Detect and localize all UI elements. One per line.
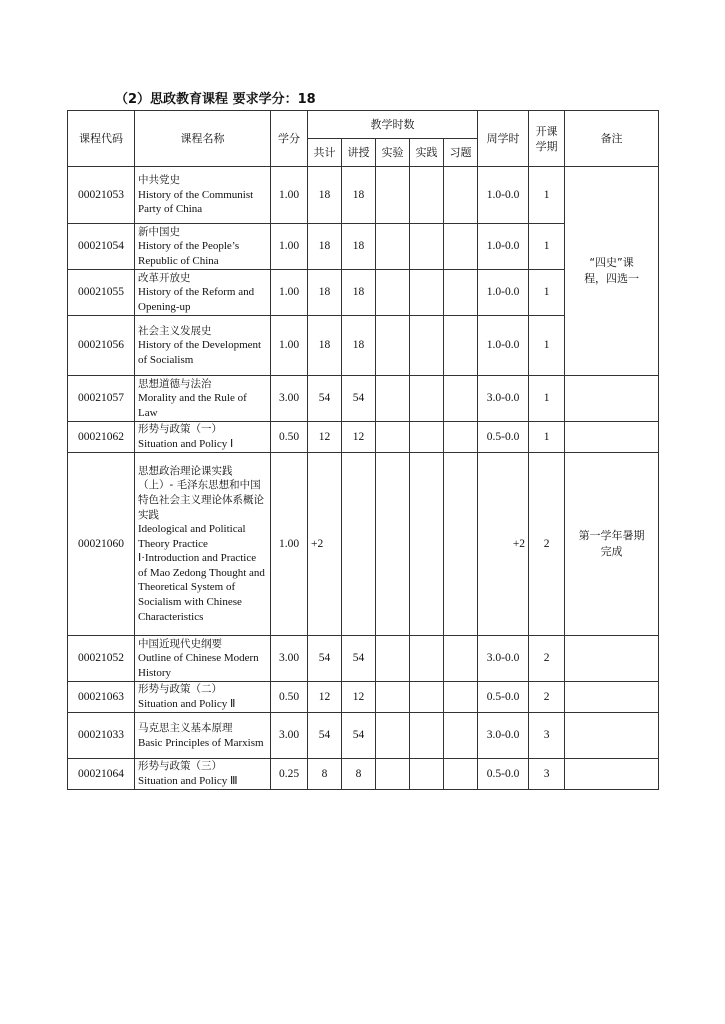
- course-code: 00021056: [68, 316, 135, 376]
- course-name-en: History of the Reform and Opening-up: [138, 286, 255, 313]
- table-row: [68, 682, 659, 713]
- course-code: 00021055: [68, 270, 135, 316]
- course-credit: 1.00: [271, 453, 308, 636]
- course-code: 00021052: [68, 636, 135, 682]
- table-row: [68, 422, 659, 453]
- course-name: [135, 682, 271, 713]
- course-name-en: History of the Communist Party of China: [138, 188, 254, 216]
- course-lecture: 18: [342, 316, 376, 376]
- course-code: 00021064: [68, 759, 135, 790]
- course-lab: [376, 759, 410, 790]
- header-semester: 开课学期: [529, 111, 565, 167]
- course-name-en: Basic Principles of Marxism: [138, 736, 264, 749]
- course-total: 12: [308, 682, 342, 713]
- table-header: [68, 111, 659, 167]
- course-lab: [376, 376, 410, 422]
- course-table: [67, 110, 659, 790]
- course-name-en: History of the Development of Socialism: [138, 339, 262, 366]
- table-row: [68, 453, 659, 636]
- course-semester: 3: [529, 713, 565, 759]
- course-exercise: [444, 270, 478, 316]
- course-name-zh: 马克思主义基本原理: [138, 721, 233, 734]
- course-weekly: 1.0-0.0: [478, 167, 529, 224]
- course-lecture: 18: [342, 270, 376, 316]
- header-hours-group: 教学时数: [308, 111, 478, 139]
- table-body: [68, 167, 659, 790]
- remark: [565, 682, 659, 713]
- header-exercise: 习题: [444, 139, 478, 167]
- course-lecture: 12: [342, 422, 376, 453]
- table-row: [68, 759, 659, 790]
- course-name-zh: 形势与政策（一）: [138, 423, 222, 436]
- course-credit: 1.00: [271, 224, 308, 270]
- course-lab: [376, 270, 410, 316]
- course-practice: [410, 759, 444, 790]
- course-name: [135, 453, 271, 636]
- course-credit: 3.00: [271, 636, 308, 682]
- course-code: 00021060: [68, 453, 135, 636]
- course-semester: 1: [529, 422, 565, 453]
- course-semester: 1: [529, 316, 565, 376]
- course-practice: [410, 376, 444, 422]
- course-lecture: 8: [342, 759, 376, 790]
- course-lab: [376, 167, 410, 224]
- course-exercise: [444, 422, 478, 453]
- course-semester: 3: [529, 759, 565, 790]
- course-name: [135, 270, 271, 316]
- course-exercise: [444, 376, 478, 422]
- course-name-zh: 社会主义发展史: [138, 324, 212, 337]
- course-name: [135, 224, 271, 270]
- course-exercise: [444, 636, 478, 682]
- course-practice: [410, 636, 444, 682]
- course-name: [135, 167, 271, 224]
- course-lecture: 18: [342, 167, 376, 224]
- remark-four-history: “四史”课程，四选一: [565, 167, 659, 376]
- course-name-en: Ideological and Political Theory Practice Ⅰ·Introduction and Practice of Mao Zedong Thought and Theoretical System of Socialism with Chinese Characteristics: [138, 523, 265, 623]
- course-weekly: 0.5-0.0: [478, 759, 529, 790]
- course-credit: 1.00: [271, 316, 308, 376]
- course-code: 00021062: [68, 422, 135, 453]
- header-code: 课程代码: [68, 111, 135, 167]
- course-code: 00021054: [68, 224, 135, 270]
- header-practice: 实践: [410, 139, 444, 167]
- course-semester: 2: [529, 682, 565, 713]
- header-lecture: 讲授: [342, 139, 376, 167]
- course-credit: 0.25: [271, 759, 308, 790]
- header-total: 共计: [308, 139, 342, 167]
- course-code: 00021033: [68, 713, 135, 759]
- course-practice: [410, 270, 444, 316]
- table-row: [68, 636, 659, 682]
- course-total: 18: [308, 270, 342, 316]
- course-lab: [376, 316, 410, 376]
- header-remark: 备注: [565, 111, 659, 167]
- header-name: 课程名称: [135, 111, 271, 167]
- course-practice: [410, 167, 444, 224]
- course-total: 12: [308, 422, 342, 453]
- course-name-zh: 中共党史: [138, 174, 180, 187]
- course-total: 18: [308, 167, 342, 224]
- course-exercise: [444, 167, 478, 224]
- course-name-zh: 形势与政策（三）: [138, 760, 222, 773]
- course-credit: 3.00: [271, 713, 308, 759]
- course-practice: [410, 453, 444, 636]
- course-lecture: 54: [342, 713, 376, 759]
- course-total: +2: [308, 453, 342, 636]
- course-practice: [410, 713, 444, 759]
- course-name-en: History of the People’s Republic of China: [138, 240, 240, 267]
- course-lab: [376, 422, 410, 453]
- course-practice: [410, 224, 444, 270]
- course-semester: 1: [529, 270, 565, 316]
- course-weekly: 3.0-0.0: [478, 636, 529, 682]
- course-total: 54: [308, 376, 342, 422]
- course-weekly: 3.0-0.0: [478, 713, 529, 759]
- course-code: 00021053: [68, 167, 135, 224]
- course-name: [135, 376, 271, 422]
- remark: [565, 713, 659, 759]
- course-credit: 1.00: [271, 167, 308, 224]
- course-practice: [410, 682, 444, 713]
- course-semester: 2: [529, 453, 565, 636]
- course-lab: [376, 224, 410, 270]
- course-code: 00021057: [68, 376, 135, 422]
- course-credit: 0.50: [271, 422, 308, 453]
- course-weekly: 1.0-0.0: [478, 270, 529, 316]
- table-row: [68, 167, 659, 224]
- course-total: 54: [308, 636, 342, 682]
- remark: [565, 759, 659, 790]
- table-row: [68, 376, 659, 422]
- course-exercise: [444, 713, 478, 759]
- course-semester: 2: [529, 636, 565, 682]
- header-lab: 实验: [376, 139, 410, 167]
- course-name-zh: 新中国史: [138, 225, 180, 238]
- course-exercise: [444, 453, 478, 636]
- course-lab: [376, 453, 410, 636]
- remark: 第一学年暑期完成: [565, 453, 659, 636]
- course-exercise: [444, 682, 478, 713]
- course-practice: [410, 316, 444, 376]
- course-lab: [376, 682, 410, 713]
- course-semester: 1: [529, 167, 565, 224]
- table-row: [68, 713, 659, 759]
- course-name: [135, 759, 271, 790]
- course-name: [135, 422, 271, 453]
- course-lab: [376, 713, 410, 759]
- course-name-zh: 思想道德与法治: [138, 377, 212, 390]
- remark: [565, 422, 659, 453]
- course-semester: 1: [529, 224, 565, 270]
- course-name-en: Outline of Chinese Modern History: [138, 652, 259, 679]
- course-lecture: 12: [342, 682, 376, 713]
- course-weekly: 3.0-0.0: [478, 376, 529, 422]
- course-weekly: 1.0-0.0: [478, 224, 529, 270]
- section-heading: （2）思政教育课程 要求学分：18: [115, 92, 316, 107]
- course-name-zh: 思想政治理论课实践（上）- 毛泽东思想和中国特色社会主义理论体系概论实践: [138, 464, 264, 521]
- course-name-en: Morality and the Rule of Law: [138, 392, 247, 419]
- course-total: 54: [308, 713, 342, 759]
- course-weekly: 1.0-0.0: [478, 316, 529, 376]
- course-lecture: 18: [342, 224, 376, 270]
- course-weekly: 0.5-0.0: [478, 682, 529, 713]
- course-name-en: Situation and Policy Ⅰ: [138, 438, 234, 450]
- course-name-en: Situation and Policy Ⅱ: [138, 698, 236, 710]
- course-lecture: 54: [342, 636, 376, 682]
- course-exercise: [444, 759, 478, 790]
- header-credit: 学分: [271, 111, 308, 167]
- course-credit: 0.50: [271, 682, 308, 713]
- course-lab: [376, 636, 410, 682]
- course-exercise: [444, 224, 478, 270]
- remark: [565, 636, 659, 682]
- course-lecture: [342, 453, 376, 636]
- course-semester: 1: [529, 376, 565, 422]
- course-total: 18: [308, 316, 342, 376]
- course-weekly: +2: [478, 453, 529, 636]
- course-total: 8: [308, 759, 342, 790]
- course-credit: 1.00: [271, 270, 308, 316]
- course-name-zh: 中国近现代史纲要: [138, 637, 222, 650]
- course-weekly: 0.5-0.0: [478, 422, 529, 453]
- course-exercise: [444, 316, 478, 376]
- course-code: 00021063: [68, 682, 135, 713]
- course-practice: [410, 422, 444, 453]
- course-name-en: Situation and Policy Ⅲ: [138, 775, 238, 787]
- course-credit: 3.00: [271, 376, 308, 422]
- course-name: [135, 316, 271, 376]
- course-total: 18: [308, 224, 342, 270]
- remark: [565, 376, 659, 422]
- course-name: [135, 713, 271, 759]
- course-name-zh: 形势与政策（二）: [138, 683, 222, 696]
- header-weekly: 周学时: [478, 111, 529, 167]
- course-lecture: 54: [342, 376, 376, 422]
- course-name: [135, 636, 271, 682]
- course-name-zh: 改革开放史: [138, 271, 191, 284]
